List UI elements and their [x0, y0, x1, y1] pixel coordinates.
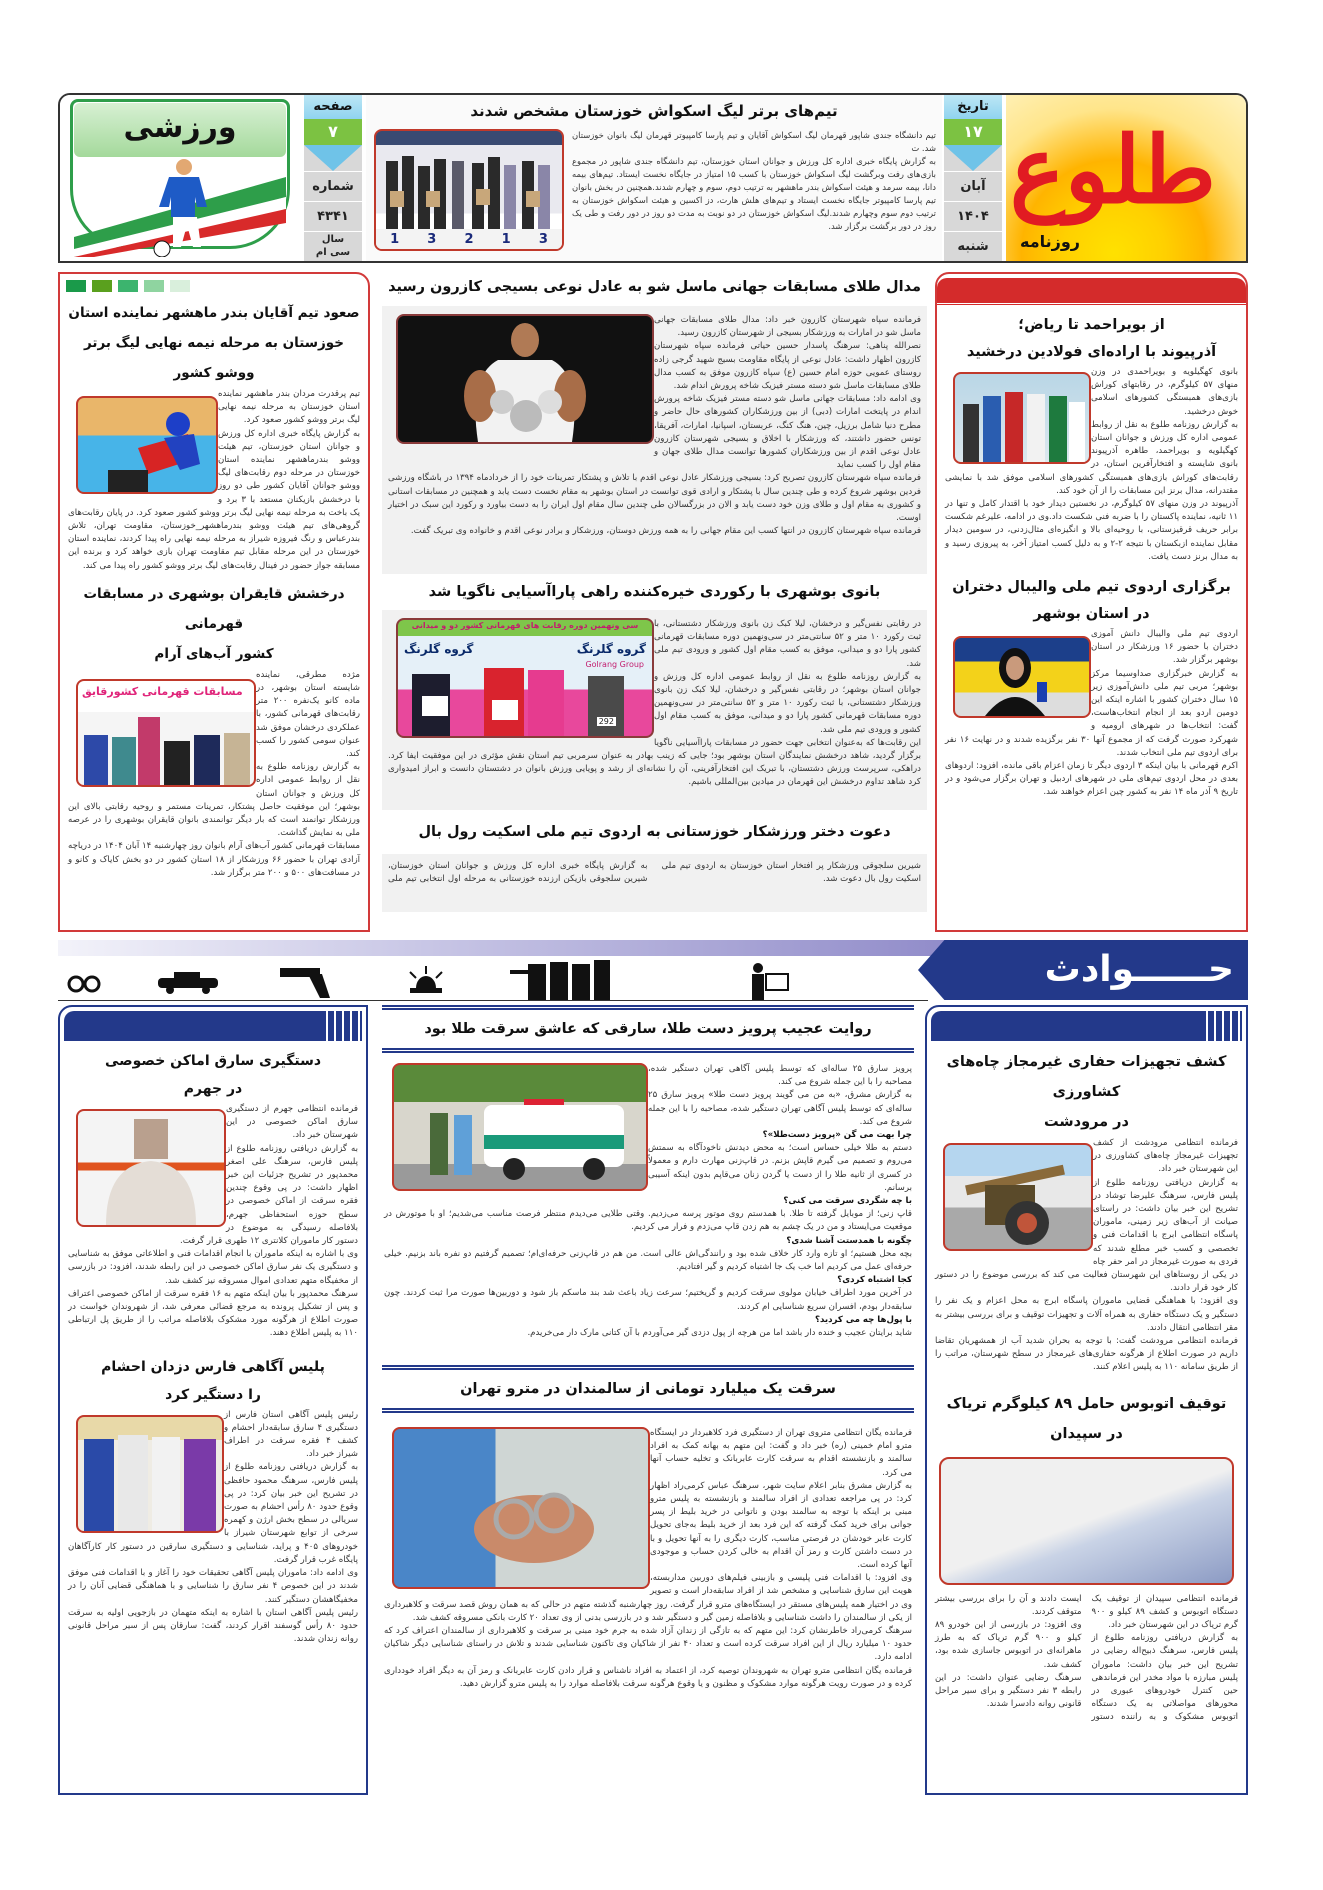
paragraph: سرهنگ کرمی‌راد خاطرنشان کرد: این متهم که به تازگی از زندان آزاد شده به جرم خود مبنی بر سرقت و کلاهبرداری از سالمندان اعتراف کرد که حدود ۱۰ میلیارد ریال از این افراد سرقت کرده است و تعداد ۴۰ نفر از شاکیان وی تاکنون شناسایی شدند و تلاش در راستای شناسایی دیگر شاکیان ادامه دارد.	[384, 1626, 912, 1663]
paragraph: دستم به طلا خیلی حساس است؛ به محض دیدنش ناخودآگاه به سمتش می‌روم و تصمیم می گیرم قاپش بزنم. در قاپ‌زنی مهارت دارم و معمولاً در کسری از ثانیه طلا را از دست یا گردن زنان می‌قاپم بدون اینکه آسیبی برسانم.	[648, 1143, 912, 1193]
incidents-section-title: حــــــوادث	[1044, 949, 1234, 990]
title-line: در سپیدان	[1050, 1425, 1123, 1442]
article-title[interactable]	[935, 1047, 1238, 1137]
lead-title[interactable]: تیم‌های برتر لیگ اسکواش خوزستان مشخص شدند	[470, 102, 838, 120]
title-line: برگزاری اردوی تیم ملی والیبال دختران	[952, 579, 1231, 596]
date-label: تاریخ	[944, 95, 1002, 119]
title-line: در استان بوشهر	[1033, 606, 1150, 623]
title-line: در جهرم	[183, 1081, 243, 1097]
sponsor-logo: گروه گلرنگ	[404, 642, 474, 656]
article-title[interactable]: دعوت دختر ورزشکار خوزستانی به اردوی تیم ملی اسکیت رول بال	[418, 824, 891, 840]
paragraph: بچه محل هستیم؛ او تازه وارد کار خلاف شده بود و رانندگی‌اش عالی است. من هم در قاپ‌زنی حرفه‌ای‌ام؛ تصمیم گرفتیم دو نفره باند بزنیم. خیلی حرفه‌ای عمل می کردیم اما خب یک جا اشتباه کردیم و گیر افتادیم.	[384, 1248, 912, 1273]
title-line: را دستگیر کرد	[165, 1386, 261, 1403]
article-opium-bus	[927, 1381, 1246, 1733]
title-line: صعود تیم آقایان بندر ماهشهر نماینده استان	[68, 305, 360, 321]
lead-photo	[374, 129, 564, 251]
page-arrow	[304, 145, 362, 171]
banner-rule	[58, 1000, 928, 1001]
article-volleyball	[937, 570, 1246, 804]
handcuffs-figure	[394, 1429, 648, 1587]
article-title[interactable]	[935, 1389, 1238, 1449]
paragraph: در رقابتی نفس‌گیر و درخشان، لیلا کبک زن بانوی ورزشکار دشتستانی، با ثبت رکورد ۱۰ متر و ۵۲ سانتی‌متر در سی‌ونهمین دوره مسابقات قهرمانی کشور پارا دو و میدانی، موفق به کسب مقام اول کشور و ورودی تیم ملی شد.	[654, 619, 922, 669]
coach-interview-photo	[953, 636, 1091, 718]
revolver-icon	[280, 968, 330, 998]
date-arrow	[944, 145, 1002, 171]
banner-icons	[58, 954, 928, 1000]
article-title[interactable]: مدال طلای مسابقات جهانی ماسل شو به عادل نوعی بسیجی کازرون رسید	[388, 279, 921, 295]
suspect-photo	[76, 1109, 226, 1227]
blue-header-bar	[64, 1011, 362, 1041]
paragraph: به گزارش دریافتی روزنامه طلوع از پلیس فارس، سرهنگ ذبیح‌اله رضایی در تشریح این خبر بیان داشت: ماموران پلیس مبارزه با مواد مخدر این فرماندهی حین کنترل خودروهای عبوری در محورهای مواصلاتی به یک دستگاه اتوبوس مشکوک و به راننده دستور ایست دادند و آن را برای بررسی بیشتر متوقف کردند.	[935, 1593, 1238, 1723]
paragraph: وی افزود: با اقدامات فنی پلیسی و بازبینی فیلم‌های دوربین مداربسته، هویت این سارق شناسایی و مشخص شد از افراد سابقه‌دار است و تصویر وی در اختیار همه پلیس‌های مستقر در ایستگاه‌های مترو قرار گرفت. روز چهارشنبه گذشته متهم در حالی که به همان روش قصد سرقت و کلاهبرداری از یکی از سالمندان را داشت شناسایی و بلافاصله زمین گیر و دستگیر شد و در بازرسی بدنی از وی تعداد ۲۰ کارت بانکی مسروقه کشف شد.	[384, 1573, 912, 1623]
sport-left-column	[58, 272, 370, 932]
paragraph: پرویز سارق ۲۵ ساله‌ای که توسط پلیس آگاهی تهران دستگیر شده، مصاحبه را با این جمله شروع می کند.	[648, 1064, 912, 1088]
incidents-middle-column	[382, 1005, 914, 1795]
paragraph: وی ادامه داد: ماموران پلیس آگاهی تحقیقات خود را آغاز و با اقدامات فنی موفق شدند در این خصوص ۴ نفر سارق را شناسایی و با هماهنگی قضایی آنان را در مخفیگاهشان دستگیر کنند.	[68, 1568, 358, 1605]
paragraph: وی ادامه داد: مسابقات جهانی ماسل شو دسته مستر فیزیک شاخه پرورش اندام در پایتخت امارات (دبی) از بین ورزشکاران کشورهای حال حاضر و مطرح دنیا شامل برزیل، چین، هنگ کنگ، عربستان، اسپانیا، امارات، آفریقا، تونس حضور داشتند، که ورزشکار با اخلاق و بسیجی شهرستان کازرون عادل نوعی اقدم از بین ورزشکاران کشورها توانست مدال طلای جهان و مقام اول را کسب نماید	[654, 394, 921, 471]
title-line: کشف تجهیزات حفاری غیرمجاز چاه‌های کشاورزی	[946, 1054, 1227, 1100]
paragraph: شاید برایتان عجیب و خنده دار باشد اما من هرچه از پول دزدی گیر می‌آوردم با آن کتانی مارک دار می‌خریدم.	[527, 1328, 912, 1339]
masthead-logo	[1006, 95, 1246, 261]
issue-number-label: شماره	[304, 171, 362, 201]
paragraph: به گزارش روزنامه طلوع به نقل از روابط عمومی اداره کل ورزش و جوانان استان بوشهر؛ این موفقیت حاصل پشتکار، تمرینات مستمر و روحیه رقابتی بالای این ورزشکار توانمند است که بار دیگر توانمندی بانوان قایقران بوشهری را در عرصه ملی به نمایش گذاشت.	[68, 762, 360, 839]
podium-number: 1	[501, 232, 511, 247]
sport-section-badge	[60, 95, 300, 261]
paragraph: مژده مطرقی، نماینده شایسته استان بوشهر، در ماده کانو یک‌نفره ۲۰۰ متر رقابت‌های قهرمانی کشور، با عملکردی درخشان موفق شد عنوان سومی کشور را کسب کند.	[256, 669, 360, 760]
interview-question: کجا اشتباه کردی؟	[837, 1275, 912, 1286]
article-gold-thief	[382, 1053, 914, 1365]
article-title[interactable]	[68, 298, 360, 388]
title-line: از بویراحمد تا ریاض؛	[1018, 317, 1165, 333]
title-line: کشور آب‌های آرام	[154, 645, 274, 662]
siren-icon	[410, 966, 442, 993]
suspects-figures	[78, 1417, 222, 1531]
article-title[interactable]: بانوی بوشهری با رکوردی خیره‌کننده راهی پاراآسیایی ناگویا شد	[428, 584, 881, 600]
paragraph: وی افزود: در بازرسی از این خودرو ۸۹ کیلو و ۹۰۰ گرم تریاک که به طرز ماهرانه‌ای در اتوبوس جاسازی شده بود، کشف شد.	[935, 1620, 1082, 1670]
paragraph: نصرالله پناهی: سرهنگ پاسدار حسین حیاتی فرمانده سپاه شهرستان کازرون اظهار داشت: عادل نوعی از پایگاه مقاومت بسیج شهید گرجی زاده روستای عمویی حوزه امام حسین (ع) سپاه کازرون موفق به کسب مدال طلای مسابقات ماسل شو دسته مستر فیزیک شاخه پرورش اندام شد.	[654, 341, 921, 392]
date-day: ۱۷	[944, 119, 1002, 145]
paragraph: به گزارش پایگاه خبری اداره کل ورزش و جوانان استان خوزستان، شیرین سلجوقی بازیکن ارزنده خوزستانی به مرحله اول انتخابی تیم ملی	[388, 861, 648, 885]
incidents-left-column	[58, 1005, 368, 1795]
paragraph: به گزارش دریافتی روزنامه طلوع از پلیس فارس، سرهنگ محمود حافظی در تشریح این خبر بیان کرد: در پی وقوع حدود ۸۰ رأس احشام به صورت سریالی در سطح بخش ارژن و کهمره سرخی از توابع شهرستان شیراز با خودروهای ۴۰۵ و پراید، شناسایی و دستگیری سارقین در دستور کار کارآگاهان پایگاه غرب قرار گرفت.	[68, 1462, 358, 1565]
paragraph: وی افزود: با هماهنگی قضایی ماموران پاسگاه ابرج به محل اعزام و یک نفر را دستگیر و یک دستگاه حفاری به همراه آلات و تجهیزات توقیف و برای بررسی بیشتر به مقر انتظامی انتقال دادند.	[935, 1296, 1238, 1333]
date-month: آبان	[944, 171, 1002, 201]
paragraph: به گزارش روزنامه طلوع به نقل از روابط عمومی اداره کل ورزش و جوانان استان بوشهر؛ در رقابتی نفس‌گیر و درخشان، لیلا کبک زن بانوی ورزشکار دشتستانی، با ثبت رکورد ۱۰ متر و ۵۲ سانتی‌متر در سی‌ونهمین دوره مسابقات قهرمانی کشور پارا دو و میدانی، موفق به کسب مقام اول کشور و ورودی تیم ملی شد.	[654, 671, 922, 735]
people-figures	[78, 705, 254, 785]
police-van-photo	[392, 1063, 648, 1191]
fighters-figures	[78, 398, 216, 492]
year-label: سال	[321, 234, 345, 245]
title-line: توقیف اتوبوس حامل ۸۹ کیلوگرم تریاک	[946, 1395, 1227, 1412]
wushu-fight-photo	[76, 396, 218, 494]
podium-numbers	[376, 232, 562, 247]
police-car-icon	[158, 972, 218, 994]
sport-middle-column	[382, 272, 927, 932]
paragraph: این رقابت‌ها که به‌عنوان انتخابی جهت حضور در مسابقات پاراآسیایی ناگویا برگزار گردید، شاهد درخشش نمایندگان استان بوشهر بود؛ جایی که زینب بهادر به عنوان سرمربی تیم استان نقش مؤثری در این موفقیت ایفا کرد. دراهکی، سرپرست ورزش دشتستان، با تبریک این افتخارآفرینی، آن را نشانه‌ای از رشد و پویایی ورزش بانوان در دشتستان دانست و ابراز امیدواری کرد شاهد تداوم درخشش این قهرمان در میادین بین‌المللی باشیم.	[388, 737, 921, 788]
interview-question: چگونه با همدستت آشنا شدی؟	[786, 1235, 912, 1246]
paragraph: فرمانده انتظامی جهرم از دستگیری سارق اماکن خصوصی در این شهرستان خبر داد.	[226, 1104, 358, 1141]
seized-opium-photo	[939, 1457, 1234, 1585]
handcuffed-hands-photo	[392, 1427, 650, 1589]
police-van-figure	[394, 1065, 646, 1189]
podium-number: 3	[427, 232, 437, 247]
interview-question: با پول‌ها چه می کردید؟	[814, 1314, 912, 1325]
tractor-figure	[945, 1145, 1091, 1249]
paragraph: اکرم قهرمانی با بیان اینکه ۳ اردوی دیگر تا زمان اعزام باقی مانده، افزود: اردوهای بعدی در محل اردوی تیم‌های ملی در شهرهای اردبیل و تهران برگزار می‌شود و در تاریخ ۹ آذر ماه ۱۴ نفر به کشور چین اعزام خواهند شد.	[945, 761, 1238, 798]
page-number: ۷	[304, 119, 362, 145]
paragraph: وی با اشاره به اینکه ماموران با انجام اقدامات فنی و اطلاعاتی موفق به شناسایی و دستگیری یک نفر سارق اماکن خصوصی در این رابطه شدند، افزود: در بازرسی از مخفیگاه متهم تعدادی اموال مسروقه نیز کشف شد.	[68, 1249, 358, 1286]
paragraph: به گزارش مشرق، «به من می گویند پرویز دست طلا» پرویز سارق ۲۵ ساله‌ای که توسط پلیس آگاهی تهران دستگیر شده، مصاحبه را با این جمله شروع می کند.	[648, 1090, 912, 1127]
swat-team-icon	[510, 960, 610, 1000]
article-muscle-show	[382, 306, 927, 574]
paragraph: تیم دانشگاه جندی شاپور قهرمان لیگ اسکواش آقایان و تیم پارسا کامپیوتر قهرمان لیگ بانوان خوزستان شد. ت	[572, 130, 936, 153]
paragraph: فرمانده انتظامی مرودشت از کشف تجهیزات غیرمجاز چاه‌های کشاورزی در این شهرستان خبر داد.	[1093, 1138, 1238, 1175]
article-azarpeyvand	[937, 306, 1246, 570]
paragraph: سرهنگ محمدپور با بیان اینکه متهم به ۱۶ فقره سرقت از اماکن خصوصی اعتراف و پس از تشکیل پرونده به مرجع قضائی معرفی شد، از شهروندان خواست در صورت اطلاع از هرگونه مورد مشکوک بلافاصله مراتب را از طریق پل ارتباطی ۱۱۰ به پلیس اطلاع دهند.	[68, 1288, 358, 1339]
title-line: خوزستان به مرحله نیمه نهایی لیگ برتر ووشو کشور	[84, 335, 344, 381]
incidents-right-column	[925, 1005, 1248, 1795]
interview-question: با چه شگردی سرقت می کنی؟	[783, 1196, 912, 1207]
paragraph: به گزارش دریافتی روزنامه طلوع از پلیس فارس، سرهنگ علیرضا توشاد در تشریح این خبر بیان داشت: در راستای صیانت از آب‌های زیر زمینی، ماموران پاسگاه انتظامی ابرج با اقدامات فنی و تخصصی و کسب خبر مطلع شدند که فردی به صورت غیرمجاز در امر حفر چاه در یکی از روستاهای این شهرستان فعالیت می کند که بررسی موضوع را در دستور کار خود قرار دادند.	[935, 1177, 1238, 1294]
lead-article	[366, 95, 942, 261]
logo-subtitle: روزنامه	[1020, 232, 1080, 251]
handcuffs-icon	[69, 977, 99, 991]
paragraph: فرمانده یگان انتظامی متروی تهران از دستگیری فرد کلاهبردار در ایستگاه مترو امام خمینی (ره) خبر داد و گفت: این متهم به بهانه کمک به افراد سالمند و بازنشسته اقدام به سرقت کارت عابربانک و تخلیه حساب آنها می کرد.	[650, 1428, 912, 1478]
paragraph: شیرین سلجوقی ورزشکار پر افتخار استان خوزستان به اردوی تیم ملی اسکیت رول بال دعوت شد.	[661, 861, 921, 885]
title-line: آذرپیوند با اراده‌ای فولادین درخشید	[966, 344, 1217, 360]
podium-number: 3	[538, 232, 548, 247]
photo-banner-text: مسابقات قهرمانی کشورقایق	[82, 684, 243, 698]
bodybuilder-figure	[398, 316, 652, 442]
logo-wordmark: طلوع	[1009, 116, 1216, 224]
paragraph: فرمانده سپاه شهرستان کازرون تصریح کرد: بسیجی ورزشکار عادل نوعی اقدم با تلاش و پشتکار تمرینات خود را از خردادماه ۱۳۹۴ در باشگاه ورزشی فردین بوشهر شروع کرده و طی چندین سال با پشتکار و ارادی قوی توانست در استان بوشهر به مقام نخست دست یابد و همچنین در مسابقات استانی و کشوری به مقام اول و طلای وزن خود دست یابد و الان در بزرگسالان طی چندین سال مقام اول ایران را به دست بیاورد و رکورد این سبک در اختیار اوست.	[388, 473, 921, 524]
paragraph: به گزارش خبرگزاری صداوسیما مرکز بوشهر؛ مربی تیم ملی دانش‌آموزی زیر ۱۵ سال دختران کشور با اشاره اینکه این دومین اردو بعد از انجام انتخاب‌هاست، گفت: انتخاب‌ها در شهرهای ارومیه و شهرکرد صورت گرفت که از مجموع آنها ۳۰ نفر برگزیده شدند و در نهایت ۱۶ نفر برای اردوی تیم ملی انتخاب شدند.	[945, 668, 1238, 758]
paragraph: در آخرین مورد اطراف خیابان مولوی سرقت کردیم و گریختیم؛ سرعت زیاد باعث شد بند ماسکم باز شود و دوربین‌ها صورت مرا ثبت کردند. چون سابقه‌دار بودم، افسران سریع شناسایی ام کردند.	[384, 1288, 912, 1312]
article-title[interactable]	[945, 312, 1238, 366]
date-column	[944, 95, 1002, 261]
article-title[interactable]: روایت عجیب پرویز دست طلا، سارقی که عاشق سرقت طلا بود	[424, 1021, 872, 1037]
paragraph: به گزارش دریافتی روزنامه طلوع از پلیس فارس، سرهنگ علی اصغر محمدپور در تشریح جزئیات این خبر اظهار داشت: در پی وقوع چندین فقره سرقت از اماکن خصوصی در سطح حوزه استحفاظی جهرم، بلافاصله رسیدگی به موضوع در دستور کار ماموران کلانتری ۱۲ طهری قرار گرفت.	[180, 1143, 358, 1247]
paragraph: رئیس پلیس آگاهی استان فارس از دستگیری ۴ سارق سابقه‌دار احشام و کشف ۴ فقره سرقت در اطراف شیراز خبر داد.	[224, 1409, 358, 1460]
date-weekday: شنبه	[944, 231, 1002, 261]
paragraph: قاپ زنی؛ از موبایل گرفته تا طلا. با همدستم روی موتور پرسه می‌زدیم. وقتی طلایی می‌دیدم منتظر فرصت مناسب می‌شدیم؛ او با موتورش در موقعیت می‌ایستاد و من در یک چشم به هم زدن قاپ می‌زدم و فرار می کردیم.	[384, 1209, 912, 1233]
race-bib-number: 292	[598, 717, 614, 726]
paragraph: رئیس پلیس آگاهی استان با اشاره به اینکه متهمان در بازجویی اولیه به سرقت حدود ۸۰ رأس گوسفند اقرار کردند، گفت: سارقان پس از سیر مراحل قانونی روانه زندان شدند.	[68, 1607, 358, 1645]
article-title[interactable]	[68, 579, 360, 669]
paragraph: به گزارش مشرق بنابر اعلام سایت شهر، سرهنگ عباس کرمی‌راد اظهار کرد: در پی مراجعه تعدادی از افراد سالمند و بازنشسته به پلیس مترو مبنی بر اینکه با توجه به سالمند بودن و ناتوانی در خرید بلیط از پسر جوانی برای خرید کمک گرفته که این فرد بعد از خرید بلیط به‌جای تحویل کارت عابر خودشان در فرصتی مناسب، کارت دیگری را به آنها تحویل و با در دست داشتن کارت و رمز آن اقدام به خالی کردن حساب و موجودی آنها کرده است.	[650, 1480, 912, 1571]
athletes-podium-photo	[396, 618, 654, 738]
title-line: دستگیری سارق اماکن خصوصی	[104, 1053, 322, 1069]
paragraph: فرمانده سپاه شهرستان کازرون در انتها کسب این مقام جهانی را به همه ورزش دوستان، ورزشکار و برادر نوعی اقدم و خانواده وی تبریک گفت.	[410, 526, 921, 537]
article-title[interactable]	[68, 1047, 358, 1103]
article-para-athletics	[382, 610, 927, 810]
article-body	[935, 1593, 1238, 1725]
podium-number: 1	[390, 232, 400, 247]
article-livestock-thieves	[60, 1347, 366, 1653]
blurred-suspect-figure	[78, 1111, 224, 1225]
color-blocks	[60, 274, 368, 298]
sport-right-column	[935, 272, 1248, 932]
kurash-podium-photo	[953, 372, 1091, 464]
soccer-player-icon	[74, 157, 286, 257]
paragraph: فرمانده یگان انتظامی مترو تهران به شهروندان توصیه کرد، از اعتماد به افراد ناشناس و قرار دادن کارت عابربانک و رمز آن به دیگر افراد خودداری کرده و در صورت رویت هرگونه موارد مشکوک و مظنون و یا وقوع هرگونه سرقت بلافاصله موارد را به پلیس مترو گزارش دهید.	[384, 1665, 912, 1689]
arrested-suspects-photo	[76, 1415, 224, 1533]
page-label: صفحه	[304, 95, 362, 119]
title-line: پلیس آگاهی فارس دزدان احشام	[101, 1358, 325, 1375]
paragraph: سرهنگ رضایی عنوان داشت: در این رابطه ۳ نفر دستگیر و برای سیر مراحل قانونی روانه دادسرا شدند.	[935, 1672, 1082, 1710]
paragraph: آذرپیوند در وزن منهای ۵۷ کیلوگرم، در نخستین دیدار خود با اقتدار کامل و تنها در ۱۱ ثانیه، نماینده پاکستان را با ضربه فنی شکست داد.وی در ادامه، علیرغم شکست برابر حریف قرقیزستانی، با روحیه‌ای بالا و انگیزه‌ای مثال‌زدنی، در سومین دیدار مقابل نماینده ازبکستان با نتیجه ۲-۲ و به دلیل کسب امتیاز آخر، به پیروزی رسید و به مدال برنز دست یافت.	[945, 499, 1238, 562]
bodybuilder-photo	[396, 314, 654, 444]
paragraph: فرمانده انتظامی سپیدان از توقیف یک دستگاه اتوبوس و کشف ۸۹ کیلو و ۹۰۰ گرم تریاک در این شهرستان خبر داد.	[1091, 1593, 1238, 1631]
issue-number: ۴۳۴۱	[304, 201, 362, 231]
paragraph: بانوی کهگیلویه و بویراحمدی در وزن منهای ۵۷ کیلوگرم، در رقابتهای کوراش بازی‌های همبستگی کشورهای اسلامی خوش درخشید.	[1091, 367, 1238, 417]
paragraph: اردوی تیم ملی والیبال دانش آموزی دختران با حضور ۱۶ ورزشکار در استان بوشهر برگزار شد.	[1091, 629, 1239, 666]
article-metro-theft	[382, 1413, 914, 1705]
blue-header-bar	[931, 1011, 1242, 1041]
canoe-winners-photo	[76, 679, 256, 787]
paragraph: تیم پرقدرت مردان بندر ماهشهر نماینده استان خوزستان به مرحله نیمه نهایی لیگ برتر ووشو کشور صعود کرد.	[218, 389, 360, 426]
paragraph: مسابقات قهرمانی کشور آب‌های آرام بانوان روز چهارشنبه ۱۴ آبان ۱۴۰۴ در دریاچه آزادی تهران با حضور ۶۶ ورزشکار از ۱۸ استان کشور در دو بخش کایاک و کانو و در مسافت‌های ۵۰۰ و ۲۰۰ متر برگزار شد.	[67, 841, 360, 878]
podium-number: 2	[464, 232, 474, 247]
article-title[interactable]: سرقت یک میلیارد تومانی از سالمندان در مترو تهران	[460, 1381, 836, 1397]
article-drilling-equipment	[927, 1041, 1246, 1381]
sport-section-title: ورزشی	[74, 103, 286, 157]
paragraph: فرمانده سپاه شهرستان کازرون خبر داد: مدال طلای مسابقات جهانی ماسل شو در امارات به ورزشکار بسیجی از شهرستان کازرون رسید.	[654, 315, 921, 339]
article-title[interactable]	[68, 1353, 358, 1409]
sponsor-logo: گروه گلرنگ	[576, 642, 646, 656]
volume-year	[304, 231, 362, 261]
newspaper-header	[58, 93, 1248, 263]
photo-banner-text: سی ونهمین دوره رقابت های قهرمانی کشور دو و میدانی	[411, 621, 639, 630]
title-line: در مرودشت	[1044, 1114, 1129, 1130]
police-officer-icon	[752, 963, 788, 1000]
paragraph: به گزارش پایگاه خبری اداره کل ورزش و جوانان استان خوزستان، تیم دانشگاه جندی شاپور در مجموع بازی‌های رفت وبرگشت لیگ اسکواش خوزستان با کسب ۱۵ امتیاز در جایگاه نخست ایستاد. تیم‌های بیمه دانا، بیمه سرمد و هیئت اسکواش بندر ماهشهر به ترتیب دوم، سوم و چهارم شدند.همچنین در بخش بانوان تیم پارسا کامپیوتر جایگاه نخست ایستاد و تیم‌های هلش هارت، دز اکسین و هیئت اسکواش خوزستان به ترتیب دوم سوم وچهارم شدند.لیگ اسکواش خوزستان در دو نوبت به مدت دو روز در دور رفت و طی یک روز در دور برگشت برگزار شد.	[572, 156, 936, 231]
issue-column	[304, 95, 362, 261]
incidents-banner	[58, 940, 1248, 1002]
athletes-figures	[955, 374, 1089, 462]
sponsor-logo-latin: Golrang Group	[585, 660, 644, 669]
article-canoe	[60, 573, 368, 886]
paragraph: به گزارش روزنامه طلوع به نقل از روابط عمومی اداره کل ورزش و جوانان استان کهگیلویه و بویراحمد، طاهره آذرپیوند بانوی شایسته و افتخارآفرین استان، در رقابت‌های کوراش بازی‌های همبستگی کشورهای اسلامی موفق شد با نمایشی مقتدرانه، مدال برنز این مسابقات را از آن خود کند.	[945, 419, 1238, 496]
article-private-places-thief	[60, 1041, 366, 1347]
article-title[interactable]	[945, 574, 1238, 628]
paragraph: فرمانده انتظامی مرودشت گفت: با توجه به بحران شدید آب از همشهریان تقاضا داریم در صورت اطلاع از هرگونه حفاری‌های غیرمجاز در سطح شهرستان، مراتب را از طریق سامانه ۱۱۰ به پلیس اعلام کنند.	[935, 1336, 1238, 1373]
coach-figure	[955, 638, 1089, 716]
interview-question: چرا بهت می گن «پرویز دست‌طلا»؟	[762, 1130, 912, 1141]
paragraph: به گزارش پایگاه خبری اداره کل ورزش و جوانان استان خوزستان، تیم هیئت ووشو بندرماهشهر نماینده استان خوزستان در مرحله دوم رقابت‌های لیگ ووشو جوانان آقایان کشور طی دو روز با درخشش بازیکنان مستعد با ۳ برد و یک باخت به مرحله نیمه نهایی لیگ برتر ووشو کشور صعود کرد. در پایان رقابت‌های گروهی‌های تیم هیئت ووشو بندرماهشهر_خوزستان، مقاومت تهران، تلاش بندرعباس و رنگ فیروزه شیراز به مرحله نیمه نهایی راه پیدا کردند، نماینده استان خوزستان در این مرحله مقابل تیم مقاومت تهران بازی خواهد کرد و برنده این مسابقه جواز حضور در فینال رقابت‌های لیگ برتر ووشو کشور راه پیدا می کند.	[68, 428, 361, 571]
article-wushu	[60, 298, 368, 573]
year-value: سی ام	[315, 247, 351, 258]
red-header-bar	[937, 278, 1246, 306]
title-line: درخشش قایقران بوشهری در مسابقات قهرمانی	[83, 585, 345, 632]
date-year: ۱۴۰۴	[944, 201, 1002, 231]
article-roller-hockey	[382, 854, 927, 912]
drilling-rig-photo	[943, 1143, 1093, 1251]
